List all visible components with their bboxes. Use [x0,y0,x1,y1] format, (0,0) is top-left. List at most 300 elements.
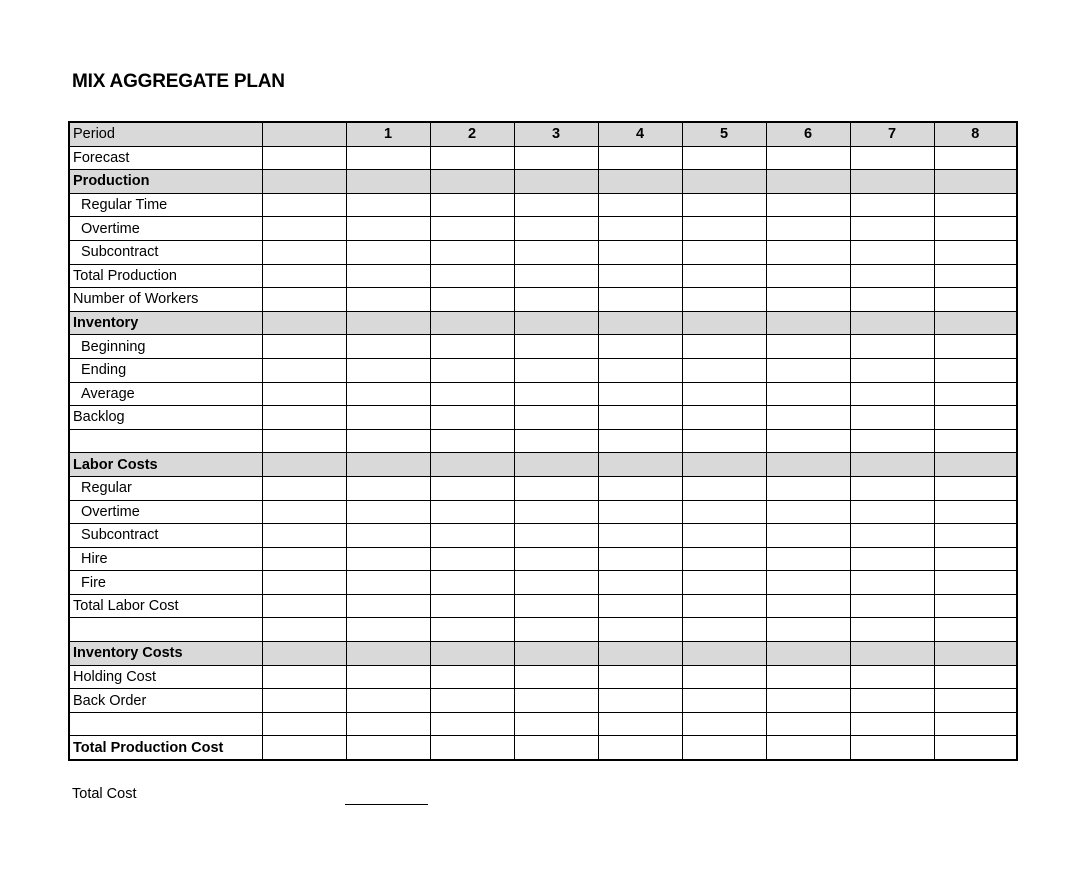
data-cell[interactable] [850,335,934,359]
data-cell[interactable] [514,288,598,312]
table-row [69,193,1017,217]
data-cell[interactable] [766,382,850,406]
table-row [69,335,1017,359]
data-cell[interactable] [682,500,766,524]
data-cell[interactable] [850,524,934,548]
data-cell[interactable] [682,429,766,453]
data-cell[interactable] [682,712,766,736]
data-cell[interactable] [598,429,682,453]
data-cell[interactable] [430,453,514,477]
data-cell[interactable] [934,476,1017,500]
data-cell[interactable] [514,382,598,406]
data-cell[interactable] [934,571,1017,595]
data-cell[interactable] [262,618,346,642]
data-cell[interactable] [430,665,514,689]
data-cell[interactable] [430,170,514,194]
data-cell[interactable] [598,217,682,241]
data-cell[interactable] [850,594,934,618]
data-cell[interactable] [262,571,346,595]
data-cell[interactable] [598,594,682,618]
data-cell[interactable] [934,335,1017,359]
data-cell[interactable] [598,547,682,571]
row-label: Total Production Cost [69,736,262,760]
period-header[interactable]: 4 [598,122,682,146]
data-cell[interactable] [850,406,934,430]
data-cell[interactable] [850,311,934,335]
total-cost-input-line[interactable] [345,804,428,805]
data-cell[interactable] [598,382,682,406]
aggregate-plan-table [68,121,1018,761]
data-cell[interactable] [766,193,850,217]
data-cell[interactable] [766,594,850,618]
table-row [69,689,1017,713]
data-cell[interactable] [598,618,682,642]
table-row [69,358,1017,382]
data-cell[interactable] [766,217,850,241]
data-cell[interactable] [262,712,346,736]
data-cell[interactable] [934,712,1017,736]
row-label [69,618,262,642]
data-cell[interactable] [766,240,850,264]
data-cell[interactable] [598,712,682,736]
data-cell[interactable] [346,264,430,288]
data-cell[interactable] [682,382,766,406]
data-cell[interactable] [598,240,682,264]
data-cell[interactable] [430,524,514,548]
data-cell[interactable] [514,406,598,430]
data-cell[interactable] [766,264,850,288]
data-cell[interactable] [766,665,850,689]
section-row [69,453,1017,477]
data-cell[interactable] [766,453,850,477]
data-cell[interactable] [598,311,682,335]
data-cell[interactable] [850,429,934,453]
data-cell[interactable] [598,406,682,430]
data-cell[interactable] [262,146,346,170]
data-cell[interactable] [262,642,346,666]
data-cell[interactable] [430,594,514,618]
data-cell[interactable] [346,170,430,194]
data-cell[interactable] [430,571,514,595]
data-cell[interactable] [514,500,598,524]
data-cell[interactable] [850,146,934,170]
data-cell[interactable] [934,594,1017,618]
data-cell[interactable] [850,288,934,312]
data-cell[interactable] [934,358,1017,382]
table-row [69,736,1017,760]
data-cell[interactable] [682,335,766,359]
data-cell[interactable] [430,476,514,500]
data-cell[interactable] [934,193,1017,217]
data-cell[interactable] [514,594,598,618]
data-cell[interactable] [598,476,682,500]
data-cell[interactable] [682,594,766,618]
data-cell[interactable] [514,571,598,595]
data-cell[interactable] [682,453,766,477]
data-cell[interactable] [262,288,346,312]
data-cell[interactable] [850,642,934,666]
data-cell[interactable] [430,264,514,288]
table-row [69,382,1017,406]
data-cell[interactable] [766,146,850,170]
data-cell[interactable] [346,240,430,264]
data-cell[interactable] [430,240,514,264]
data-cell[interactable] [934,453,1017,477]
period-header[interactable]: 7 [850,122,934,146]
data-cell[interactable] [514,547,598,571]
data-cell[interactable] [598,264,682,288]
data-cell[interactable] [682,618,766,642]
data-cell[interactable] [262,547,346,571]
data-cell[interactable] [682,665,766,689]
row-label: Beginning [69,335,262,359]
data-cell[interactable] [766,358,850,382]
data-cell[interactable] [850,240,934,264]
data-cell[interactable] [766,524,850,548]
row-label: Number of Workers [69,288,262,312]
period-label: Period [69,122,262,146]
row-label [69,712,262,736]
data-cell[interactable] [850,382,934,406]
data-cell[interactable] [514,170,598,194]
data-cell[interactable] [766,429,850,453]
data-cell[interactable] [262,217,346,241]
data-cell[interactable] [934,618,1017,642]
data-cell[interactable] [514,429,598,453]
data-cell[interactable] [430,358,514,382]
data-cell[interactable] [766,736,850,760]
data-cell[interactable] [514,217,598,241]
data-cell[interactable] [430,288,514,312]
data-cell[interactable] [766,642,850,666]
data-cell[interactable] [850,736,934,760]
data-cell[interactable] [766,571,850,595]
row-label: Ending [69,358,262,382]
table-row [69,217,1017,241]
data-cell[interactable] [346,358,430,382]
data-cell[interactable] [598,642,682,666]
data-cell[interactable] [934,642,1017,666]
data-cell[interactable] [598,170,682,194]
data-cell[interactable] [934,736,1017,760]
data-cell[interactable] [262,665,346,689]
data-cell[interactable] [514,146,598,170]
data-cell[interactable] [850,358,934,382]
total-cost-label: Total Cost [72,786,137,802]
data-cell[interactable] [598,524,682,548]
data-cell[interactable] [262,594,346,618]
data-cell[interactable] [934,240,1017,264]
period-header[interactable]: 8 [934,122,1017,146]
data-cell[interactable] [934,217,1017,241]
data-cell[interactable] [346,500,430,524]
data-cell[interactable] [850,571,934,595]
data-cell[interactable] [682,193,766,217]
data-cell[interactable] [682,217,766,241]
data-cell[interactable] [346,689,430,713]
data-cell[interactable] [514,476,598,500]
data-cell[interactable] [346,618,430,642]
data-cell[interactable] [598,689,682,713]
data-cell[interactable] [934,524,1017,548]
data-cell[interactable] [682,240,766,264]
period-header[interactable]: 3 [514,122,598,146]
data-cell[interactable] [514,712,598,736]
data-cell[interactable] [766,335,850,359]
row-label: Hire [69,547,262,571]
data-cell[interactable] [934,429,1017,453]
row-label: Total Labor Cost [69,594,262,618]
data-cell[interactable] [346,453,430,477]
data-cell[interactable] [262,524,346,548]
data-cell[interactable] [598,335,682,359]
data-cell[interactable] [346,665,430,689]
data-cell[interactable] [514,689,598,713]
data-cell[interactable] [430,547,514,571]
data-cell[interactable] [934,689,1017,713]
data-cell[interactable] [766,712,850,736]
data-cell[interactable] [262,335,346,359]
data-cell[interactable] [346,406,430,430]
row-label: Fire [69,571,262,595]
data-cell[interactable] [514,240,598,264]
data-cell[interactable] [850,618,934,642]
data-cell[interactable] [430,217,514,241]
data-cell[interactable] [346,288,430,312]
data-cell[interactable] [430,736,514,760]
data-cell[interactable] [850,193,934,217]
blank-row [69,618,1017,642]
data-cell[interactable] [262,500,346,524]
blank-header-cell[interactable] [262,122,346,146]
data-cell[interactable] [346,524,430,548]
data-cell[interactable] [682,736,766,760]
section-row [69,642,1017,666]
data-cell[interactable] [682,524,766,548]
table-row [69,500,1017,524]
table-row [69,571,1017,595]
row-label: Inventory [69,311,262,335]
data-cell[interactable] [766,500,850,524]
data-cell[interactable] [514,618,598,642]
data-cell[interactable] [262,264,346,288]
data-cell[interactable] [346,642,430,666]
data-cell[interactable] [850,170,934,194]
table-row [69,288,1017,312]
data-cell[interactable] [262,406,346,430]
section-row [69,170,1017,194]
row-label: Subcontract [69,240,262,264]
data-cell[interactable] [514,264,598,288]
data-cell[interactable] [850,547,934,571]
row-label: Labor Costs [69,453,262,477]
data-cell[interactable] [934,170,1017,194]
blank-row [69,712,1017,736]
data-cell[interactable] [934,264,1017,288]
data-cell[interactable] [262,193,346,217]
data-cell[interactable] [514,311,598,335]
data-cell[interactable] [514,524,598,548]
data-cell[interactable] [430,146,514,170]
page-title: MIX AGGREGATE PLAN [72,71,285,92]
data-cell[interactable] [766,170,850,194]
data-cell[interactable] [346,193,430,217]
data-cell[interactable] [346,146,430,170]
data-cell[interactable] [346,594,430,618]
data-cell[interactable] [430,429,514,453]
data-cell[interactable] [682,406,766,430]
data-cell[interactable] [430,712,514,736]
data-cell[interactable] [598,500,682,524]
data-cell[interactable] [682,571,766,595]
data-cell[interactable] [346,382,430,406]
table-row [69,524,1017,548]
data-cell[interactable] [682,689,766,713]
data-cell[interactable] [514,453,598,477]
data-cell[interactable] [850,453,934,477]
data-cell[interactable] [514,358,598,382]
data-cell[interactable] [346,217,430,241]
blank-row [69,429,1017,453]
data-cell[interactable] [766,547,850,571]
data-cell[interactable] [262,311,346,335]
data-cell[interactable] [682,264,766,288]
data-cell[interactable] [598,358,682,382]
data-cell[interactable] [766,311,850,335]
data-cell[interactable] [598,146,682,170]
data-cell[interactable] [430,500,514,524]
data-cell[interactable] [262,736,346,760]
data-cell[interactable] [514,335,598,359]
data-cell[interactable] [262,382,346,406]
row-label: Back Order [69,689,262,713]
table-row [69,547,1017,571]
data-cell[interactable] [934,382,1017,406]
data-cell[interactable] [346,712,430,736]
data-cell[interactable] [598,571,682,595]
data-cell[interactable] [682,547,766,571]
row-label: Backlog [69,406,262,430]
table-row [69,264,1017,288]
data-cell[interactable] [850,264,934,288]
data-cell[interactable] [262,453,346,477]
data-cell[interactable] [598,193,682,217]
data-cell[interactable] [682,288,766,312]
data-cell[interactable] [346,311,430,335]
data-cell[interactable] [850,665,934,689]
data-cell[interactable] [514,642,598,666]
data-cell[interactable] [766,689,850,713]
data-cell[interactable] [682,642,766,666]
row-label: Subcontract [69,524,262,548]
data-cell[interactable] [766,476,850,500]
data-cell[interactable] [934,406,1017,430]
table-row [69,665,1017,689]
row-label: Inventory Costs [69,642,262,666]
data-cell[interactable] [934,547,1017,571]
data-cell[interactable] [262,476,346,500]
period-header[interactable]: 1 [346,122,430,146]
row-label: Average [69,382,262,406]
data-cell[interactable] [346,736,430,760]
data-cell[interactable] [430,689,514,713]
data-cell[interactable] [262,689,346,713]
data-cell[interactable] [598,736,682,760]
data-cell[interactable] [430,618,514,642]
data-cell[interactable] [430,311,514,335]
data-cell[interactable] [766,406,850,430]
data-cell[interactable] [514,665,598,689]
data-cell[interactable] [934,665,1017,689]
data-cell[interactable] [598,665,682,689]
data-cell[interactable] [682,146,766,170]
period-header[interactable]: 2 [430,122,514,146]
row-label: Regular [69,476,262,500]
data-cell[interactable] [766,288,850,312]
table-row [69,476,1017,500]
table-row [69,406,1017,430]
data-cell[interactable] [262,429,346,453]
data-cell[interactable] [682,358,766,382]
data-cell[interactable] [346,476,430,500]
data-cell[interactable] [514,193,598,217]
period-header[interactable]: 6 [766,122,850,146]
data-cell[interactable] [598,288,682,312]
row-label: Forecast [69,146,262,170]
row-label: Holding Cost [69,665,262,689]
table-row [69,146,1017,170]
row-label [69,429,262,453]
data-cell[interactable] [850,476,934,500]
section-row [69,311,1017,335]
data-cell[interactable] [850,500,934,524]
row-label: Overtime [69,217,262,241]
data-cell[interactable] [430,382,514,406]
data-cell[interactable] [262,358,346,382]
row-label: Regular Time [69,193,262,217]
data-cell[interactable] [766,618,850,642]
data-cell[interactable] [850,217,934,241]
data-cell[interactable] [430,406,514,430]
data-cell[interactable] [514,736,598,760]
data-cell[interactable] [262,240,346,264]
data-cell[interactable] [430,193,514,217]
data-cell[interactable] [346,571,430,595]
data-cell[interactable] [430,642,514,666]
data-cell[interactable] [934,146,1017,170]
table-row [69,240,1017,264]
header-row [69,122,1017,146]
data-cell[interactable] [934,311,1017,335]
data-cell[interactable] [682,170,766,194]
data-cell[interactable] [262,170,346,194]
data-cell[interactable] [934,500,1017,524]
data-cell[interactable] [598,453,682,477]
data-cell[interactable] [934,288,1017,312]
data-cell[interactable] [346,547,430,571]
data-cell[interactable] [346,429,430,453]
data-cell[interactable] [682,476,766,500]
data-cell[interactable] [682,311,766,335]
table-row [69,594,1017,618]
data-cell[interactable] [346,335,430,359]
data-cell[interactable] [850,712,934,736]
period-header[interactable]: 5 [682,122,766,146]
row-label: Production [69,170,262,194]
row-label: Total Production [69,264,262,288]
data-cell[interactable] [850,689,934,713]
data-cell[interactable] [430,335,514,359]
